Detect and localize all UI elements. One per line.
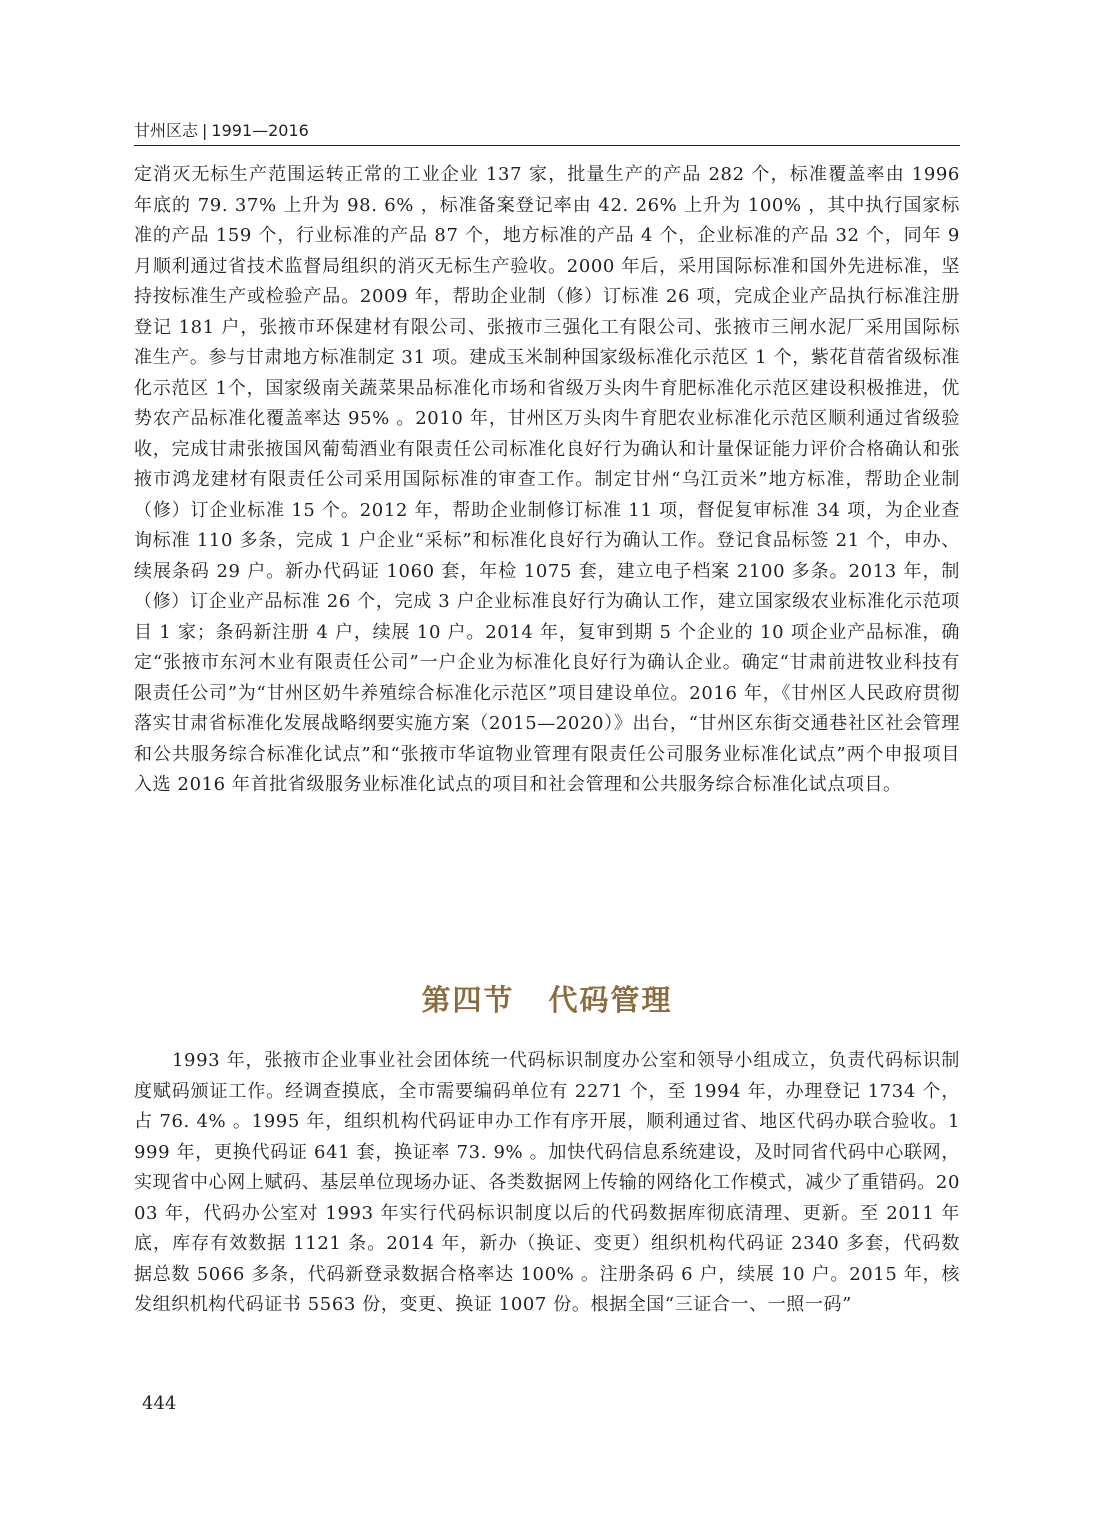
- section-title: [134, 980, 960, 1020]
- section-number: 第四节: [421, 983, 515, 1017]
- book-years: 1991—2016: [211, 121, 309, 140]
- running-header: [134, 120, 960, 146]
- body-paragraph-1: 定消灭无标生产范围运转正常的工业企业 137 家，批量生产的产品 282 个，标准覆盖率由 1996 年底的 79. 37% 上升为 98. 6% ，标准备案登记率由 42. 26% 上升为 100% ，其中执行国家标准的产品 159 个，行业标准的产品 87 个，地方标准的产品 4 个，企业标准的产品 32 个，同年 9 月顺利通过省技术监督局组织的消灭无标生产验收。2000 年后，采用国际标准和国外先进标准，坚持按标准生产或检验产品。2009 年，帮助企业制（修）订标准 26 项，完成企业产品执行标准注册登记 181 户，张掖市环保建材有限公司、张掖市三强化工有限公司、张掖市三闸水泥厂采用国际标准生产。参与甘肃地方标准制定 31 项。建成玉米制种国家级标准化示范区 1 个，紫花苜蓿省级标准化示范区 1个，国家级南关蔬菜果品标准化市场和省级万头肉牛育肥标准化示范区建设积极推进，优势农产品标准化覆盖率达 95% 。2010 年，甘州区万头肉牛育肥农业标准化示范区顺利通过省级验收，完成甘肃张掖国风葡萄酒业有限责任公司标准化良好行为确认和计量保证能力评价合格确认和张掖市鸿龙建材有限责任公司采用国际标准的审查工作。制定甘州“乌江贡米”地方标准，帮助企业制（修）订企业标准 15 个。2012 年，帮助企业制修订标准 11 项，督促复审标准 34 项，为企业查询标准 110 多条，完成 1 户企业“采标”和标准化良好行为确认工作。登记食品标签 21 个，申办、续展条码 29 户。新办代码证 1060 套，年检 1075 套，建立电子档案 2100 多条。2013 年，制（修）订企业产品标准 26 个，完成 3 户企业标准良好行为确认工作，建立国家级农业标准化示范项目 1 家；条码新注册 4 户，续展 10 户。2014 年，复审到期 5 个企业的 10 项企业产品标准，确定“张掖市东河木业有限责任公司”一户企业为标准化良好行为确认企业。确定“甘肃前进牧业科技有限责任公司”为“甘州区奶牛养殖综合标准化示范区”项目建设单位。2016 年，《甘州区人民政府贯彻落实甘肃省标准化发展战略纲要实施方案（2015—2020）》出台，“甘州区东街交通巷社区社会管理和公共服务综合标准化试点”和“张掖市华谊物业管理有限责任公司服务业标准化试点”两个申报项目入选 2016 年首批省级服务业标准化试点的项目和社会管理和公共服务综合标准化试点项目。: [134, 164, 960, 795]
- body-paragraph-2: 1993 年，张掖市企业事业社会团体统一代码标识制度办公室和领导小组成立，负责代码标识制度赋码颁证工作。经调查摸底，全市需要编码单位有 2271 个，至 1994 年，办理登记 1734 个，占 76. 4% 。1995 年，组织机构代码证申办工作有序开展，顺利通过省、地区代码办联合验收。1999 年，更换代码证 641 套，换证率 73. 9% 。加快代码信息系统建设，及时同省代码中心联网，实现省中心网上赋码、基层单位现场办证、各类数据网上传输的网络化工作模式，减少了重错码。2003 年，代码办公室对 1993 年实行代码标识制度以后的代码数据库彻底清理、更新。至 2011 年底，库存有效数据 1121 条。2014 年，新办（换证、变更）组织机构代码证 2340 多套，代码数据总数 5066 多条，代码新登录数据合格率达 100% 。注册条码 6 户，续展 10 户。2015 年，核发组织机构代码证书 5563 份，变更、换证 1007 份。根据全国“三证合一、一照一码”: [134, 1050, 960, 1315]
- book-title: 甘州区志: [134, 121, 199, 140]
- header-separator: |: [202, 121, 208, 140]
- page-number: 444: [142, 1393, 177, 1414]
- section-name: 代码管理: [548, 983, 673, 1017]
- header-rule: [134, 145, 960, 146]
